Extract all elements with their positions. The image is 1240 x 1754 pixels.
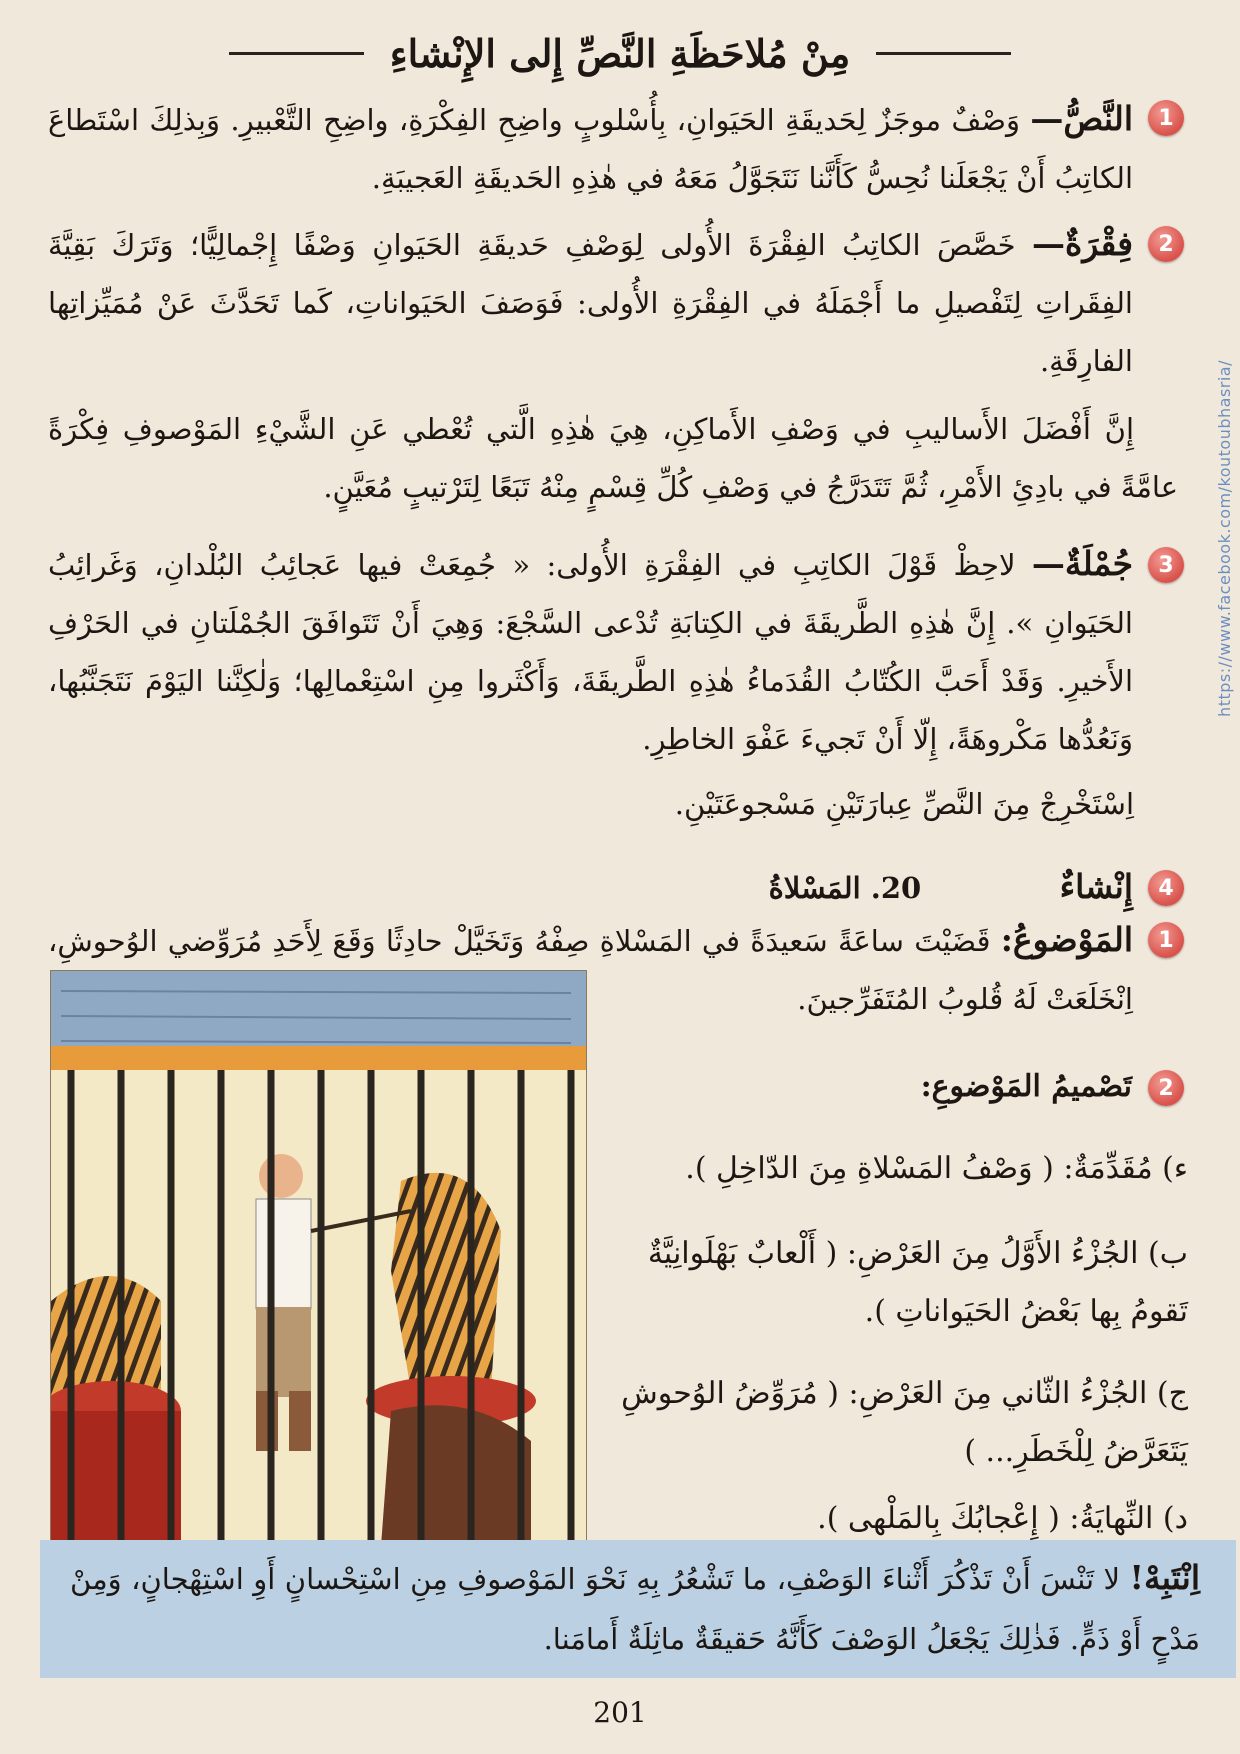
page-title: مِنْ مُلاحَظَةِ النَّصِّ إِلى الإِنْشاءِ bbox=[389, 30, 851, 76]
plan-heading: تَصْميمُ المَوْضوعِ: bbox=[920, 1069, 1132, 1104]
section-text bbox=[400, 858, 1133, 917]
cage-top-beam bbox=[51, 1046, 586, 1070]
section-text bbox=[48, 535, 1133, 768]
tamer-shirt bbox=[256, 1199, 311, 1309]
section-lead: النَّصُّ— bbox=[1030, 99, 1134, 138]
tiger-right bbox=[391, 1173, 501, 1391]
plan-item: ج) الجُزْءُ الثّاني مِنَ العَرْضِ: ( مُرَوِّضُ الوُحوشِ يَتَعَرَّضُ لِلْخَطَرِ... ) bbox=[621, 1376, 1188, 1469]
section-number-badge: 2 bbox=[1148, 226, 1184, 262]
plan-number-badge: 2 bbox=[1148, 1070, 1184, 1106]
section-body: لاحِظْ قَوْلَ الكاتِبِ في الفِقْرَةِ الأُولى: « جُمِعَتْ فيها عَجائِبُ البُلْدانِ، وَغَرائِبُ الحَيَوانِ ». إِنَّ هٰذِهِ الطَّريقَةَ في الكِتابَةِ تُدْعى السَّجْعَ: وَهِيَ أَنْ تَتَوافَقَ الجُمْلَتانِ في الحَرْفِ الأَخيرِ. وَقَدْ أَحَبَّ الكُتّابُ القُدَماءُ هٰذِهِ الطَّريقَةَ، وَأَكْثَروا مِنِ اسْتِعْمالِها؛ وَلٰكِنَّنا اليَوْمَ نَتَجَنَّبُها، وَنَعُدُّها مَكْروهَةً، إِلّا أَنْ تَجيءَ عَفْوَ الخاطِرِ. bbox=[48, 548, 1133, 756]
attention-note-text: لا تَنْسَ أَنْ تَذْكُرَ أَثْناءَ الوَصْفِ، ما تَشْعُرُ بِهِ نَحْوَ المَوْصوفِ مِنِ اسْتِحْسانٍ أَوِ اسْتِهْجانٍ، وَمِنْ مَدْحٍ أَوْ ذَمٍّ. فَذٰلِكَ يَجْعَلُ الوَصْفَ كَأَنَّهُ حَقيقَةٌ ماثِلَةٌ أَمامَنا. bbox=[70, 1562, 1200, 1656]
header-rule-left bbox=[229, 52, 364, 55]
exercise-prompt: اِسْتَخْرِجْ مِنَ النَّصِّ عِبارَتَيْنِ مَسْجوعَتَيْنِ. bbox=[674, 787, 1134, 821]
attention-note bbox=[70, 1548, 1200, 1669]
section-paragraph: إِنَّ أَفْضَلَ الأَساليبِ في وَصْفِ الأَماكِنِ، هِيَ هٰذِهِ الَّتي تُعْطي عَنِ الشَّيْءِ المَوْصوفِ فِكْرَةً عامَّةً في بادِئِ الأَمْرِ، ثُمَّ تَتَدَرَّجُ في وَصْفِ كُلِّ قِسْمٍ مِنْهُ تَبَعًا لِتَرْتيبٍ مُعَيَّنٍ. bbox=[48, 412, 1178, 504]
section-lead: جُمْلَةٌ— bbox=[1031, 544, 1133, 583]
section-lead: إِنْشاءٌ bbox=[1059, 867, 1133, 906]
lion bbox=[381, 1405, 531, 1546]
watermark-url: https://www.facebook.com/koutoubhasria/ bbox=[1215, 360, 1234, 717]
tamer-trousers bbox=[256, 1307, 311, 1397]
section-number-badge: 3 bbox=[1148, 547, 1184, 583]
section-text bbox=[48, 215, 1133, 390]
section-body: خَصَّصَ الكاتِبُ الفِقْرَةَ الأُولى لِوَصْفِ حَديقَةِ الحَيَوانِ وَصْفًا إِجْمالِيًّا؛ وَتَرَكَ بَقِيَّةَ الفِقَراتِ لِتَفْصيلِ ما أَجْمَلَهُ في الفِقْرَةِ الأُولى: فَوَصَفَ الحَيَواناتِ، كَما تَحَدَّثَ عَنْ مُمَيِّزاتِها الفارِقَةِ. bbox=[48, 228, 1133, 378]
plan-item: ب) الجُزْءُ الأَوَّلُ مِنَ العَرْضِ: ( أَلْعابٌ بَهْلَوانِيَّةٌ تَقومُ بِها بَعْضُ الحَيَواناتِ ). bbox=[647, 1236, 1188, 1329]
composition-number-badge: 1 bbox=[1148, 922, 1184, 958]
tamer-boot-right bbox=[289, 1391, 311, 1451]
lion-tamer-illustration bbox=[50, 970, 587, 1547]
page-header bbox=[0, 18, 1240, 88]
composition-topic-lead: المَوْضوعُ: bbox=[1000, 920, 1133, 959]
tamer-head bbox=[259, 1154, 303, 1198]
plan-item: د) النِّهايَةُ: ( إِعْجابُكَ بِالمَلْهى ). bbox=[817, 1501, 1188, 1536]
attention-note-lead: اِنْتَبِهْ! bbox=[1129, 1558, 1200, 1597]
lesson-title: 20. المَسْلاةُ bbox=[768, 871, 922, 905]
plan-item: ء) مُقَدِّمَةٌ: ( وَصْفُ المَسْلاةِ مِنَ الدّاخِلِ ). bbox=[685, 1151, 1188, 1186]
composition-topic-text: قَضَيْتَ ساعَةً سَعيدَةً في المَسْلاةِ صِفْهُ وَتَخَيَّلْ حادِثًا وَقَعَ لِأَحَدِ مُرَوِّضي الوُحوشِ، اِنْخَلَعَتْ لَهُ قُلوبُ المُتَفَرِّجينَ. bbox=[48, 924, 1133, 1016]
page-number: 201 bbox=[593, 1696, 647, 1729]
tamer-boot-left bbox=[256, 1391, 278, 1451]
section-number-badge: 4 bbox=[1148, 870, 1184, 906]
section-lead: فِقْرَةٌ— bbox=[1032, 224, 1134, 263]
section-body: وَصْفٌ موجَزٌ لِحَديقَةِ الحَيَوانِ، بِأُسْلوبٍ واضِحِ الفِكْرَةِ، واضِحِ التَّعْبيرِ. وَبِذلِكَ اسْتَطاعَ الكاتِبُ أَنْ يَجْعَلَنا نُحِسُّ كَأَنَّنا نَتَجَوَّلُ مَعَهُ في هٰذِهِ الحَديقَةِ العَجيبَةِ. bbox=[48, 103, 1133, 195]
section-text bbox=[48, 90, 1133, 207]
section-number-badge: 1 bbox=[1148, 100, 1184, 136]
header-rule-right bbox=[876, 52, 1011, 55]
